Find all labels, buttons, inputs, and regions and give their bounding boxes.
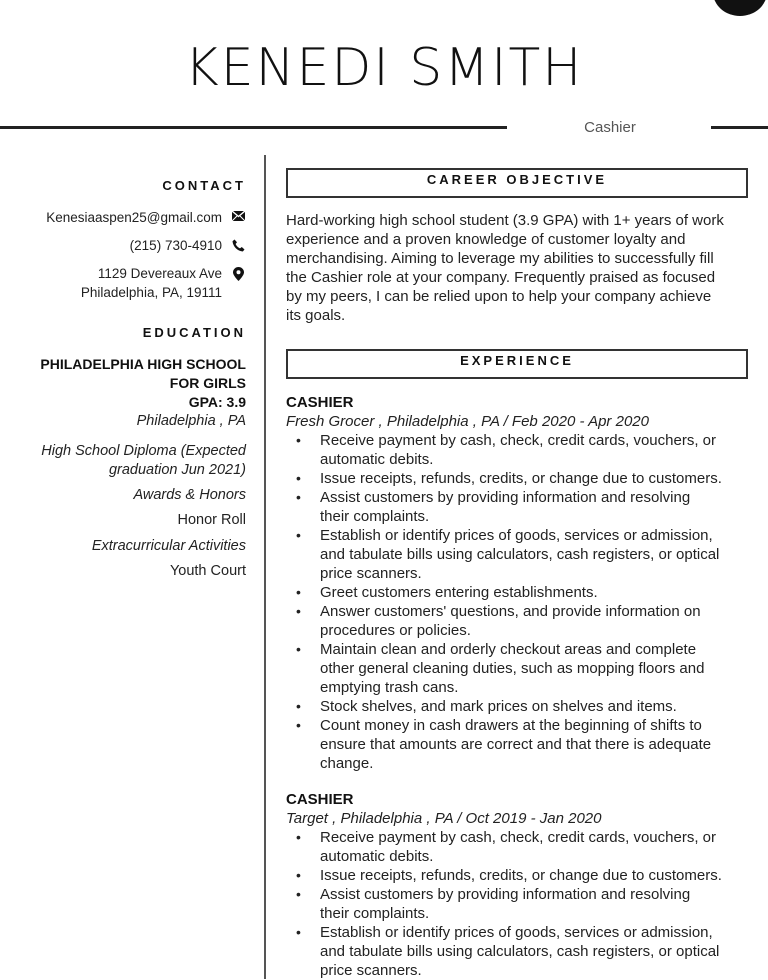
address-line-2: Philadelphia, PA, 19111 (80, 285, 222, 300)
education-heading: EDUCATION (142, 325, 246, 340)
job-entry (286, 790, 756, 980)
duty-item (286, 923, 756, 980)
duty-item (286, 488, 756, 526)
duty-item (286, 583, 756, 602)
email-text: Kenesiaaspen25@gmail.com (46, 210, 222, 225)
contact-phone[interactable] (0, 236, 246, 255)
column-divider (264, 155, 266, 979)
duty-item (286, 431, 756, 469)
duty-line: their complaints. (320, 905, 430, 922)
duty-line: Issue receipts, refunds, credits, or change due to customers. (320, 470, 722, 487)
header-rule-right (711, 126, 768, 129)
duty-line: automatic debits. (320, 451, 434, 468)
contact-address (0, 264, 246, 302)
school-name-line-2: FOR GIRLS (169, 375, 246, 391)
duty-item (286, 640, 756, 697)
objective-line: by my peers, I can be relied upon to help your company achieve (286, 288, 712, 305)
diploma (0, 442, 246, 480)
duty-line: and tabulate bills using calculators, cash registers, or optical (320, 546, 720, 563)
duty-line: Answer customers' questions, and provide information on (320, 603, 701, 620)
duty-item (286, 469, 756, 488)
job-title: CASHIER (286, 394, 354, 411)
phone-text: (215) 730-4910 (129, 238, 222, 253)
duty-line: Establish or identify prices of goods, services or admission, (320, 527, 713, 544)
duty-line: price scanners. (320, 962, 422, 979)
duty-item (286, 697, 756, 716)
duty-line: price scanners. (320, 565, 422, 582)
awards-value: Honor Roll (177, 512, 246, 528)
corner-decoration (713, 0, 767, 16)
duty-item (286, 602, 756, 640)
duty-item (286, 526, 756, 583)
objective-line: experience and a proven knowledge of customer loyalty and (286, 231, 686, 248)
school-name-line-1: PHILADELPHIA HIGH SCHOOL (40, 356, 246, 372)
career-objective-heading: CAREER OBJECTIVE (286, 168, 748, 198)
duty-line: emptying trash cans. (320, 679, 459, 696)
candidate-name: KENEDI SMITH (184, 38, 584, 98)
header-rule-left (0, 126, 507, 129)
job-employer: Target , Philadelphia , PA / Oct 2019 - Jan 2020 (286, 810, 602, 827)
duty-line: Count money in cash drawers at the beginning of shifts to (320, 717, 702, 734)
duty-line: Receive payment by cash, check, credit cards, vouchers, or (320, 432, 717, 449)
diploma-line-2: graduation Jun 2021) (108, 462, 246, 478)
duty-line: Greet customers entering establishments. (320, 584, 598, 601)
objective-line: its goals. (286, 307, 346, 324)
awards-heading: Awards & Honors (133, 487, 246, 503)
objective-line: the Cashier role at your company. Frequently praised as focused (286, 269, 716, 286)
duty-line: other general cleaning duties, such as mopping floors and (320, 660, 705, 677)
duty-line: automatic debits. (320, 848, 434, 865)
duty-line: Issue receipts, refunds, credits, or change due to customers. (320, 867, 722, 884)
job-duties (286, 828, 756, 980)
duty-line: Stock shelves, and mark prices on shelves and items. (320, 698, 677, 715)
duty-line: change. (320, 755, 374, 772)
phone-icon (230, 236, 246, 252)
duty-item (286, 885, 756, 923)
duty-item (286, 866, 756, 885)
school-location: Philadelphia , PA (136, 413, 246, 429)
duty-line: Assist customers by providing information and resolving (320, 886, 691, 903)
activities-value: Youth Court (169, 563, 246, 579)
duty-item (286, 828, 756, 866)
diploma-line-1: High School Diploma (Expected (41, 443, 246, 459)
duty-line: and tabulate bills using calculators, cash registers, or optical (320, 943, 720, 960)
duty-line: Maintain clean and orderly checkout areas and complete (320, 641, 697, 658)
activities-heading: Extracurricular Activities (91, 538, 246, 554)
duty-line: their complaints. (320, 508, 430, 525)
job-entry (286, 393, 756, 773)
objective-line: Hard-working high school student (3.9 GPA) with 1+ years of work (286, 212, 724, 229)
school-name (0, 355, 246, 412)
job-duties (286, 431, 756, 773)
career-objective-text (286, 211, 751, 325)
address-line-1: 1129 Devereaux Ave (97, 266, 222, 281)
envelope-icon (230, 208, 246, 221)
job-title: CASHIER (286, 791, 354, 808)
duty-item (286, 716, 756, 773)
gpa: GPA: 3.9 (188, 394, 246, 410)
job-role: Cashier (584, 119, 636, 136)
objective-line: merchandising. Aiming to leverage my abilities to successfully fill (286, 250, 714, 267)
duty-line: ensure that amounts are correct and that there is adequate (320, 736, 712, 753)
duty-line: procedures or policies. (320, 622, 471, 639)
duty-line: Assist customers by providing information and resolving (320, 489, 691, 506)
experience-heading: EXPERIENCE (286, 349, 748, 379)
map-pin-icon (230, 264, 246, 281)
job-employer: Fresh Grocer , Philadelphia , PA / Feb 2020 - Apr 2020 (286, 413, 649, 430)
duty-line: Receive payment by cash, check, credit cards, vouchers, or (320, 829, 717, 846)
contact-heading: CONTACT (162, 178, 246, 193)
contact-email[interactable] (0, 208, 246, 227)
duty-line: Establish or identify prices of goods, services or admission, (320, 924, 713, 941)
